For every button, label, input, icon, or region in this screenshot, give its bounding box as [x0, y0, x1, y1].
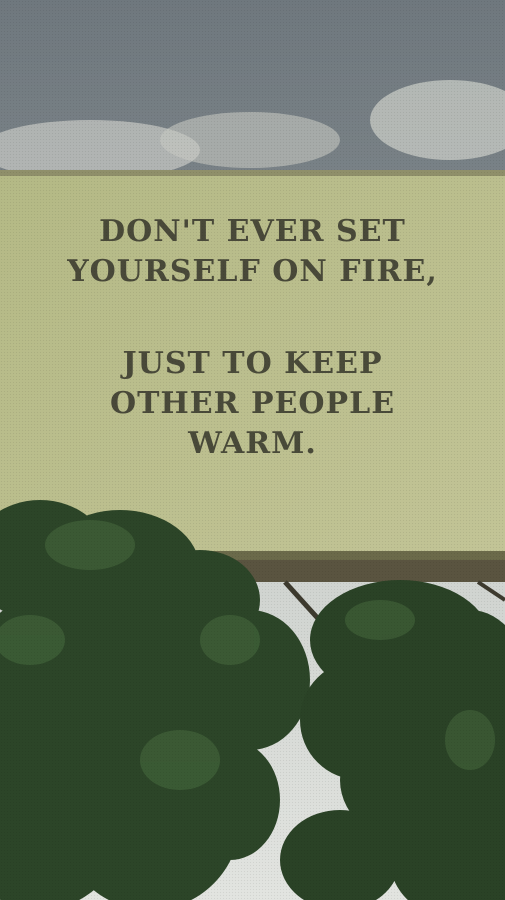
- billboard-catwalk: [215, 560, 505, 582]
- message-line-1: DON'T EVER SET: [99, 214, 406, 249]
- message-gap: [0, 292, 505, 344]
- message-line-5: WARM.: [188, 426, 317, 461]
- message-line-4: OTHER PEOPLE: [109, 386, 396, 421]
- billboard-top-edge: [0, 170, 505, 176]
- billboard-message: [0, 212, 505, 464]
- cloud: [160, 112, 340, 168]
- message-line-3: JUST TO KEEP: [122, 346, 383, 381]
- message-line-2: YOURSELF ON FIRE,: [67, 254, 438, 289]
